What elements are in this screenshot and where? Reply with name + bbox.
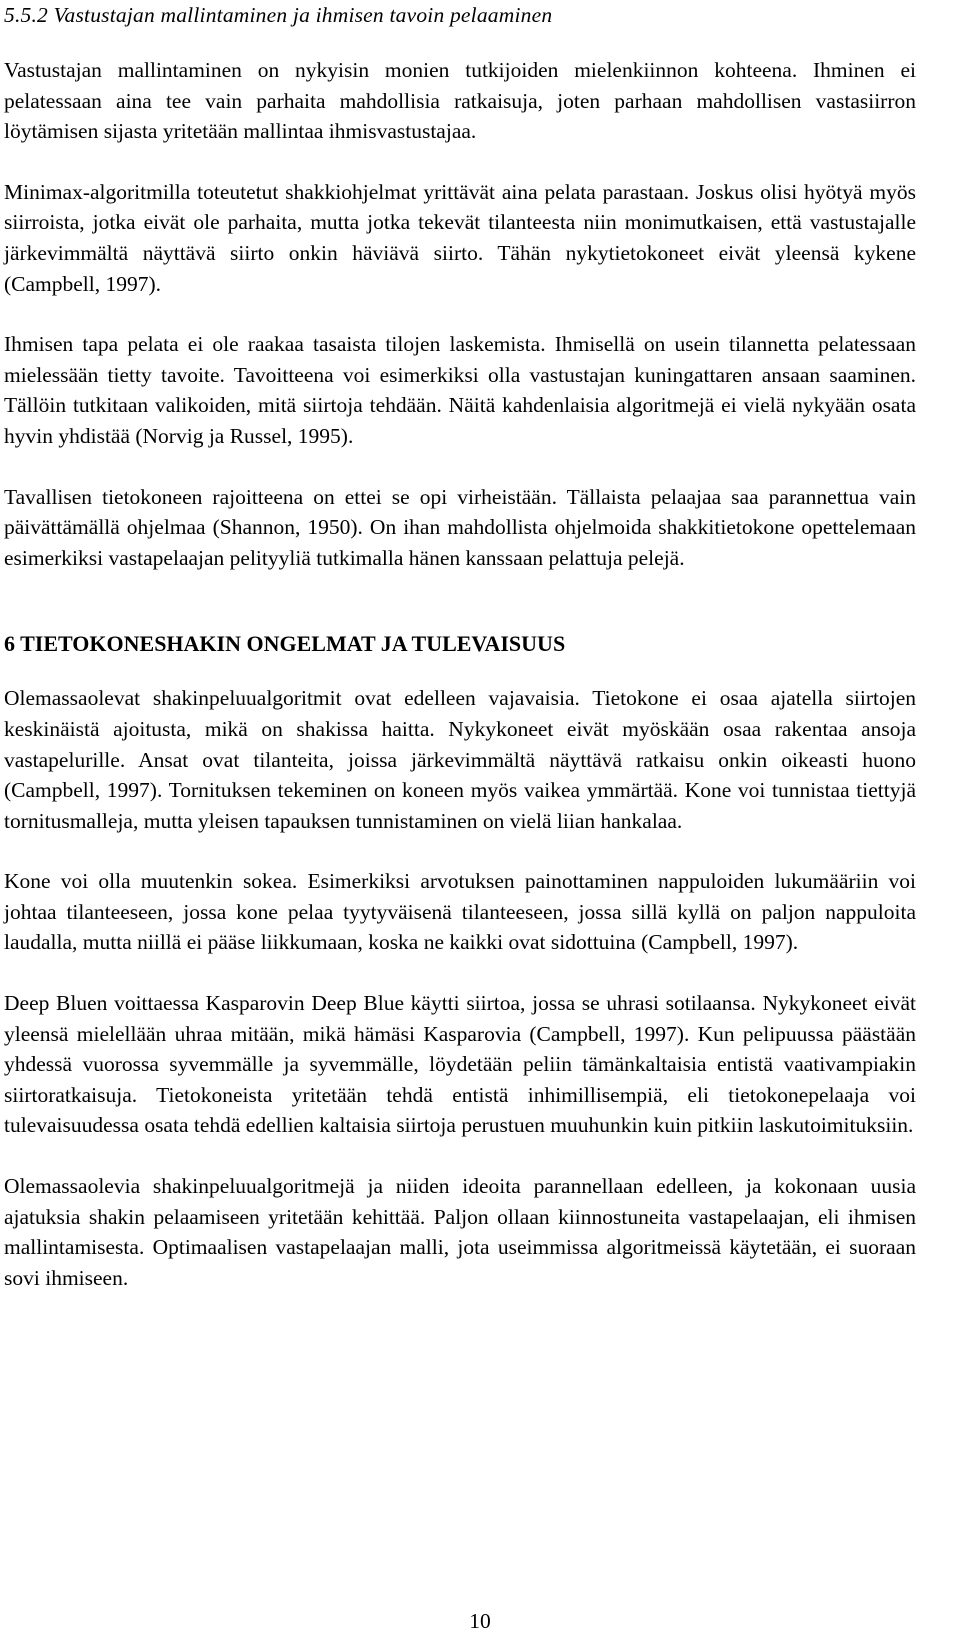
subsection-number: 5.5.2 [4, 3, 48, 27]
paragraph: Olemassaolevia shakinpeluualgoritmejä ja niiden ideoita parannellaan edelleen, ja kokonaan uusia ajatuksia shakin pelaamiseen yritetään kehittää. Paljon ollaan kiinnostuneita vastapelaajan, eli ihmisen mallintamisesta. Optimaalisen vastapelaajan malli, jota useimmissa algoritmeissä käytetään, ei suoraan sovi ihmiseen. [4, 1174, 916, 1290]
section-heading [4, 629, 916, 659]
document-page [4, 0, 916, 1293]
paragraph: Ihmisen tapa pelata ei ole raakaa tasaista tilojen laskemista. Ihmisellä on usein tilannetta pelatessaan mielessään tietty tavoite. Tavoitteena voi esimerkiksi olla vastustajan kuningattaren ansaan saaminen. Tällöin tutkitaan valikoiden, mitä siirtoja tehdään. Näitä kahdenlaisia algoritmejä ei vielä nykyään osata hyvin yhdistää (Norvig ja Russel, 1995). [4, 332, 916, 448]
paragraph: Vastustajan mallintaminen on nykyisin monien tutkijoiden mielenkiinnon kohteena. Ihminen ei pelatessaan aina tee vain parhaita mahdollisia ratkaisuja, joten parhaan mahdollisen vastasiirron löytämisen sijasta yritetään mallintaa ihmisvastustajaa. [4, 58, 916, 144]
paragraph: Tavallisen tietokoneen rajoitteena on ettei se opi virheistään. Tällaista pelaajaa saa parannettua vain päivättämällä ohjelmaa (Shannon, 1950). On ihan mahdollista ohjelmoida shakkitietokone opettelemaan esimerkiksi vastapelaajan pelityyliä tutkimalla hänen kanssaan pelattuja pelejä. [4, 484, 916, 570]
paragraph: Olemassaolevat shakinpeluualgoritmit ovat edelleen vajavaisia. Tietokone ei osaa ajatella siirtojen keskinäistä ajoitusta, mikä on shakissa haitta. Nykykoneet eivät myöskään osaa rakentaa ansoja vastapelurille. Ansat ovat tilanteita, joissa järkevimmältä näyttävä ratkaisu onkin oikeasti huono (Campbell, 1997). Tornituksen tekeminen on koneen myös vaikea ymmärtää. Kone voi tunnistaa tiettyjä tornitusmalleja, mutta yleisen tapauksen tunnistaminen on vielä liian hankalaa. [4, 686, 916, 833]
page-number: 10 [469, 1609, 491, 1633]
paragraph: Kone voi olla muutenkin sokea. Esimerkiksi arvotuksen painottaminen nappuloiden lukumääriin voi johtaa tilanteeseen, jossa kone pelaa tyytyväisenä tilanteeseen, jossa sillä kyllä on paljon nappuloita laudalla, mutta niillä ei pääse liikkumaan, koska ne kaikki ovat sidottuina (Campbell, 1997). [4, 869, 916, 955]
subsection-title: Vastustajan mallintaminen ja ihmisen tavoin pelaaminen [53, 3, 553, 27]
section-title: TIETOKONESHAKIN ONGELMAT JA TULEVAISUUS [20, 631, 566, 657]
section-number: 6 [4, 631, 15, 657]
paragraph: Deep Bluen voittaessa Kasparovin Deep Blue käytti siirtoa, jossa se uhrasi sotilaansa. Nykykoneet eivät yleensä mielellään uhraa mitään, mikä hämäsi Kasparovia (Campbell, 1997). Kun pelipuussa päästään yhdessä vuorossa syvemmälle ja syvemmälle, löydetään peliin tämänkaltaisia entistä vaativampiakin siirtoratkaisuja. Tietokoneista yritetään tehdä entistä inhimillisempiä, eli tietokonepelaaja voi tulevaisuudessa osata tehdä edellien kaltaisia siirtoja perustuen muuhunkin kuin pitkiin laskutoimituksiin. [4, 991, 916, 1138]
paragraph: Minimax-algoritmilla toteutetut shakkiohjelmat yrittävät aina pelata parastaan. Joskus olisi hyötyä myös siirroista, jotka eivät ole parhaita, mutta jotka tekevät tilanteesta niin monimutkaisen, että vastustajalle järkevimmältä näyttävä siirto onkin häviävä siirto. Tähän nykytietokoneet eivät yleensä kykene (Campbell, 1997). [4, 179, 916, 296]
subsection-heading [4, 0, 916, 28]
